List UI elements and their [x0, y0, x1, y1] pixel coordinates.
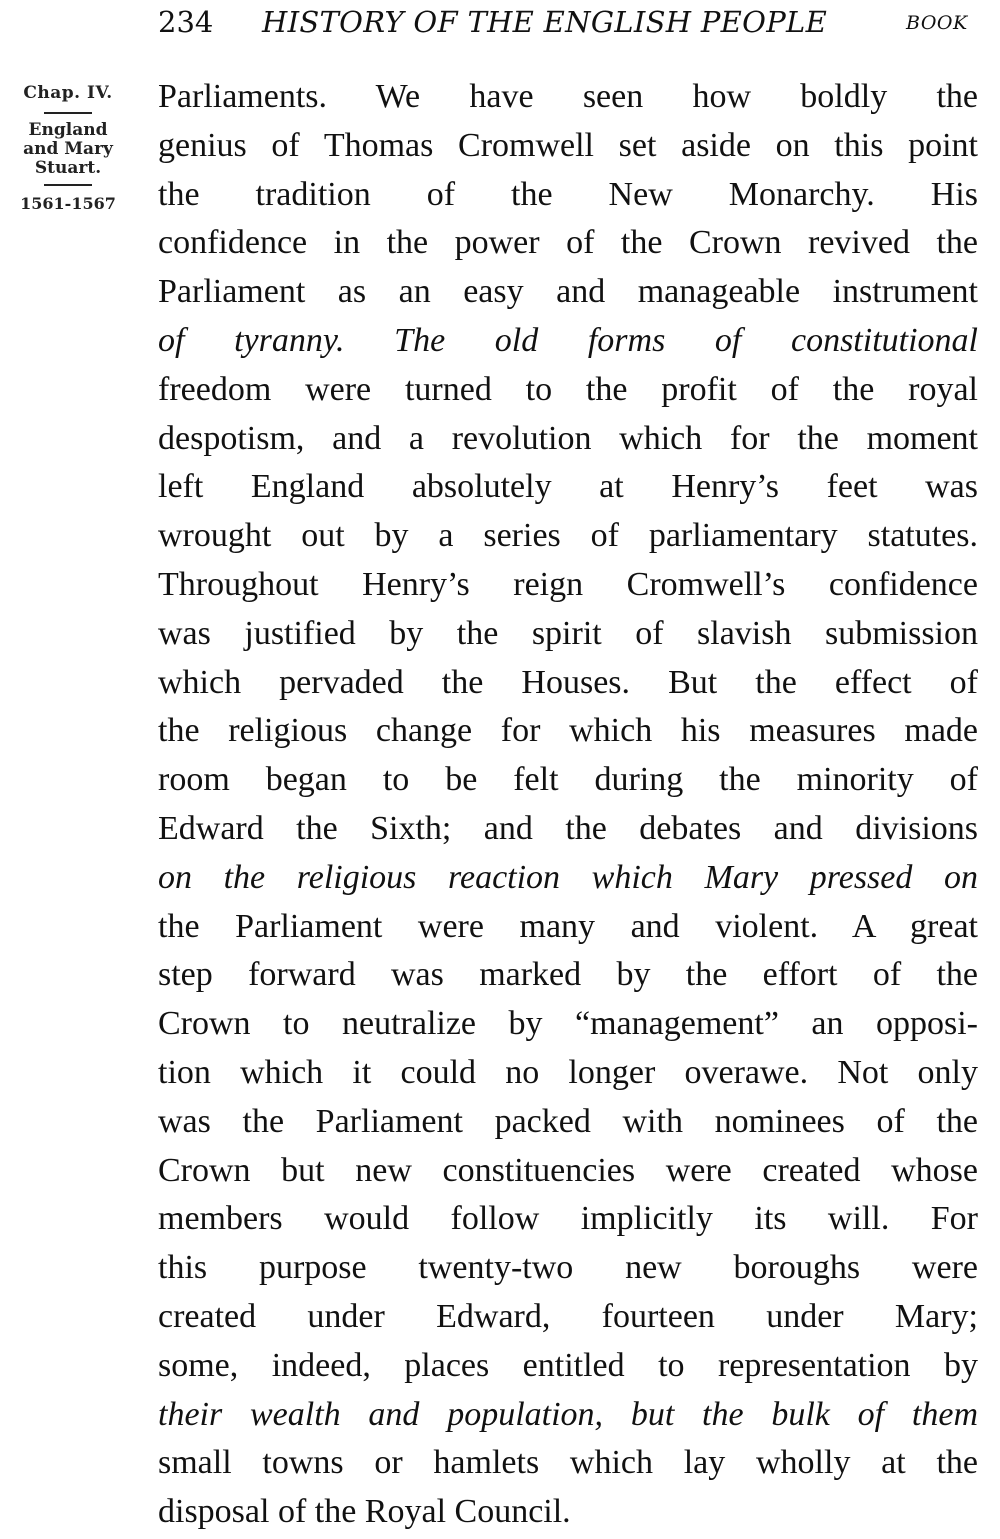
text-line: wrought out by a series of parliamentary statutes.	[158, 517, 978, 555]
text-line: disposal of the Royal Council.	[158, 1493, 571, 1531]
margin-rule	[44, 184, 92, 186]
margin-topic-line: and Mary	[23, 139, 113, 159]
margin-topic-line: Stuart.	[34, 158, 102, 178]
text-line: on the religious reaction which Mary pressed on	[158, 858, 978, 896]
running-head	[0, 2, 1000, 42]
margin-dates: 1561-1567	[20, 194, 116, 213]
text-line: Parliament as an easy and manageable instrument	[158, 273, 978, 311]
text-line: of tyranny. The old forms of constitutional	[158, 321, 978, 359]
running-title: HISTORY OF THE ENGLISH PEOPLE	[262, 5, 828, 39]
text-line: was justified by the spirit of slavish submission	[158, 614, 978, 652]
book-label: BOOK	[906, 12, 968, 34]
text-line: left England absolutely at Henry’s feet was	[158, 468, 978, 506]
text-line: this purpose twenty-two new boroughs were	[158, 1249, 978, 1287]
text-line: the tradition of the New Monarchy. His	[158, 175, 978, 213]
text-line: Throughout Henry’s reign Cromwell’s confidence	[158, 565, 978, 603]
text-line: step forward was marked by the effort of the	[158, 956, 978, 994]
text-line: room began to be felt during the minority of	[158, 761, 978, 799]
text-line: created under Edward, fourteen under Mary;	[158, 1297, 978, 1335]
text-line: the Parliament were many and violent. A great	[158, 907, 978, 945]
text-line: Crown but new constituencies were created whose	[158, 1151, 978, 1189]
text-line: Parliaments. We have seen how boldly the	[158, 78, 978, 115]
page-number: 234	[158, 5, 214, 39]
text-line: the religious change for which his measures made	[158, 712, 978, 750]
text-line: members would follow implicitly its will. For	[158, 1200, 978, 1238]
margin-rule	[44, 112, 92, 114]
margin-topic-line: England	[28, 120, 108, 140]
chapter-marker: Chap. IV.	[23, 83, 113, 103]
body-text	[158, 73, 978, 1537]
text-line: tion which it could no longer overawe. Not only	[158, 1053, 978, 1091]
text-line: Edward the Sixth; and the debates and divisions	[158, 809, 978, 847]
text-line: despotism, and a revolution which for the moment	[158, 419, 978, 457]
text-line: some, indeed, places entitled to representation by	[158, 1346, 978, 1384]
text-line: which pervaded the Houses. But the effect of	[158, 663, 978, 701]
text-line: genius of Thomas Cromwell set aside on this point	[158, 126, 978, 164]
text-line: confidence in the power of the Crown revived the	[158, 224, 978, 262]
text-line: freedom were turned to the profit of the royal	[158, 370, 978, 408]
text-line: Crown to neutralize by “management” an opposi-	[158, 1005, 978, 1043]
text-line: their wealth and population, but the bulk of them	[158, 1395, 978, 1433]
text-line: small towns or hamlets which lay wholly at the	[158, 1444, 978, 1482]
text-line: was the Parliament packed with nominees of the	[158, 1102, 978, 1140]
margin-notes	[6, 80, 130, 215]
